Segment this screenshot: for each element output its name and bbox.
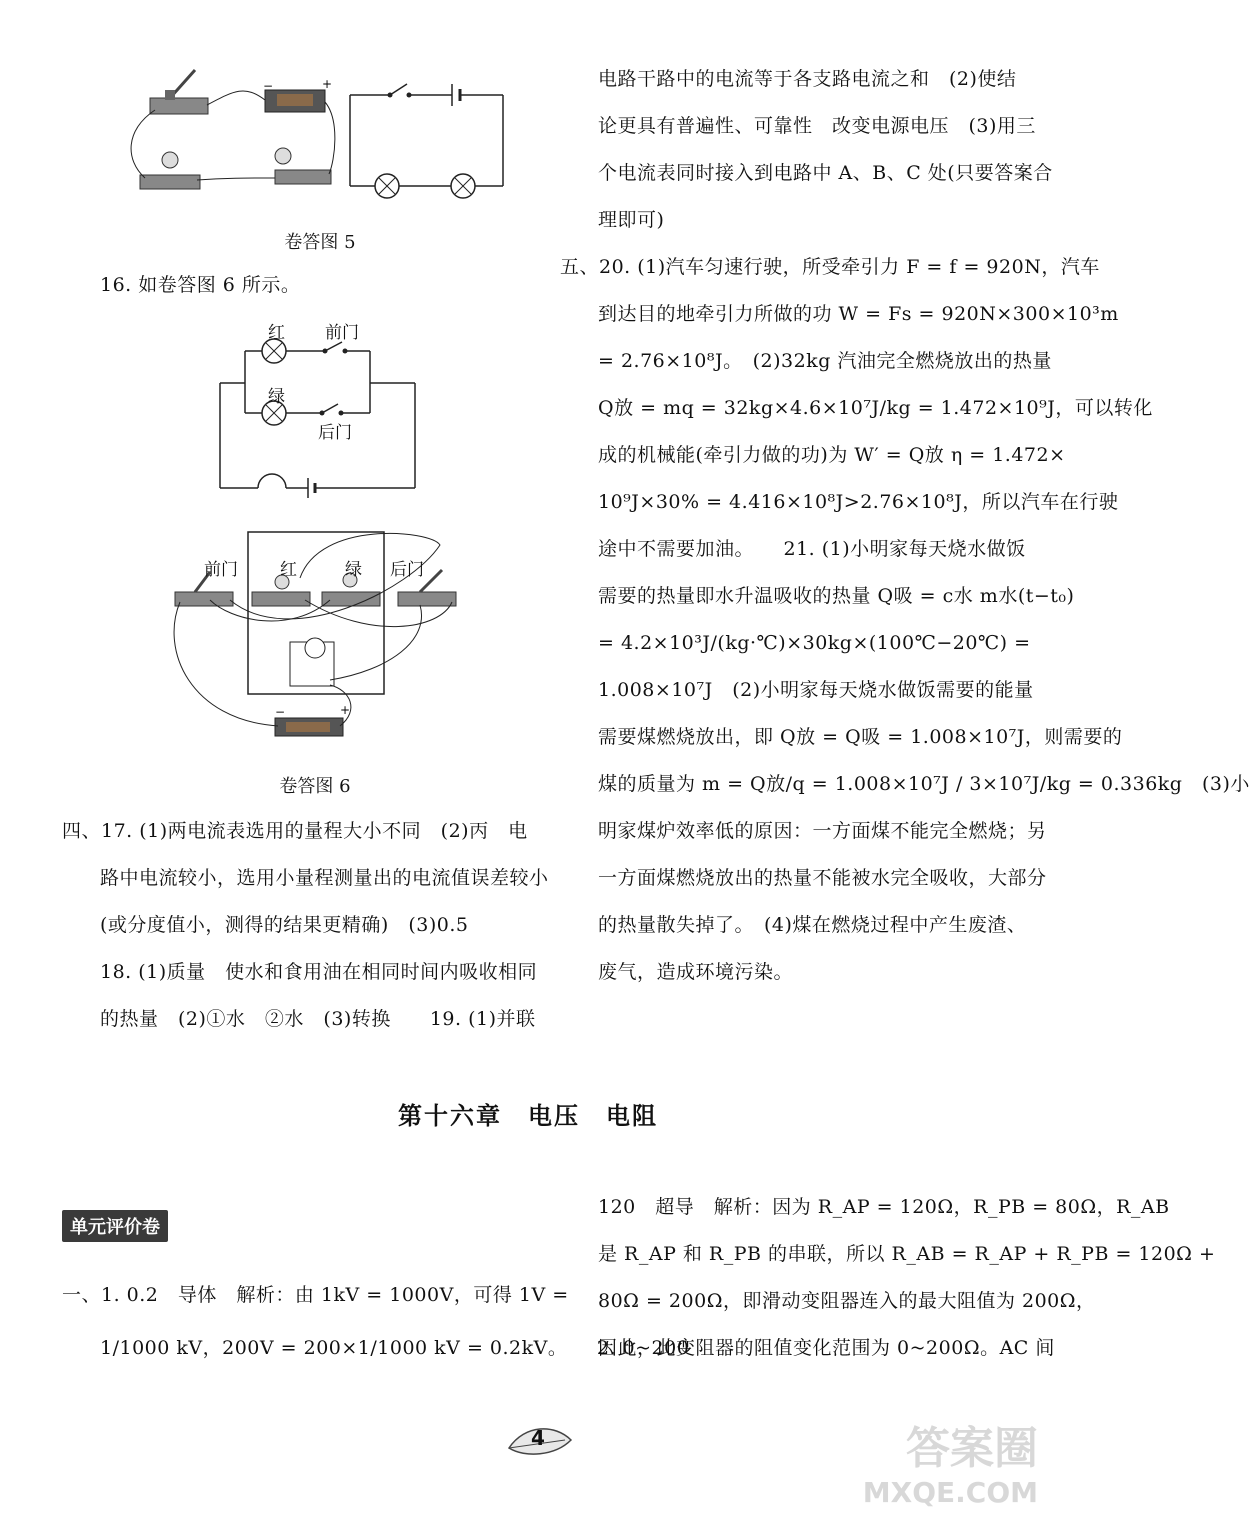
answer-17-line-2: 路中电流较小，选用小量程测量出的电流值误差较小 xyxy=(100,867,549,889)
right-line-2: 论更具有普遍性、可靠性 改变电源电压 (3)用三 xyxy=(598,115,1036,137)
right-line-3: 个电流表同时接入到电路中 A、B、C 处(只要答案合 xyxy=(598,162,1053,184)
physical-label-front-door: 前门 xyxy=(204,560,238,580)
answer-21-line-8: 一方面煤燃烧放出的热量不能被水完全吸收，大部分 xyxy=(598,867,1047,889)
answer-16: 16. 如卷答图 6 所示。 xyxy=(100,274,301,296)
figure-5-diagram xyxy=(125,60,515,200)
chapter-title: 第十六章 电压 电阻 xyxy=(398,1102,658,1130)
answer-21-line-6: 煤的质量为 m = Q放/q = 1.008×10⁷J / 3×10⁷J/kg = 0.336kg (3)小 xyxy=(598,773,1250,795)
page-number-leaf xyxy=(505,1420,575,1460)
label-red: 红 xyxy=(268,323,285,343)
label-back-door: 后门 xyxy=(318,423,352,443)
watermark-line-2: MXQE.COM xyxy=(862,1476,1038,1509)
answer-21-line-1: 途中不需要加油。 21. (1)小明家每天烧水做饭 xyxy=(598,538,1026,560)
watermark xyxy=(848,1412,1038,1522)
figure-6-caption: 卷答图 6 xyxy=(279,776,351,797)
svg-text:−: − xyxy=(275,705,286,719)
answer-17-line-3: (或分度值小，测得的结果更精确) (3)0.5 xyxy=(100,914,469,936)
physical-label-red: 红 xyxy=(280,560,297,580)
section-badge: 单元评价卷 xyxy=(62,1210,168,1242)
svg-text:+: + xyxy=(322,77,333,91)
answer-17-line-1: 四、17. (1)两电流表选用的量程大小不同 (2)丙 电 xyxy=(62,820,528,842)
answer-20-line-6: 10⁹J×30% = 4.416×10⁸J>2.76×10⁸J，所以汽车在行驶 xyxy=(598,491,1119,513)
right-line-4: 理即可) xyxy=(598,209,665,231)
right-line-1: 电路干路中的电流等于各支路电流之和 (2)使结 xyxy=(598,68,1017,90)
physical-label-green: 绿 xyxy=(345,560,362,580)
answer-20-line-1: 五、20. (1)汽车匀速行驶，所受牵引力 F = f = 920N，汽车 xyxy=(560,256,1100,278)
answer-2-line-3: 80Ω = 200Ω，即滑动变阻器连入的最大阻值为 200Ω， xyxy=(598,1290,1096,1312)
answer-21-line-5: 需要煤燃烧放出，即 Q放 = Q吸 = 1.008×10⁷J，则需要的 xyxy=(598,726,1123,748)
answer-2-line-2: 是 R_AP 和 R_PB 的串联，所以 R_AB = R_AP + R_PB = 120Ω + xyxy=(598,1243,1216,1265)
answer-21-line-2: 需要的热量即水升温吸收的热量 Q吸 = c水 m水(t−t₀) xyxy=(598,585,1075,607)
answer-21-line-4: 1.008×10⁷J (2)小明家每天烧水做饭需要的能量 xyxy=(598,679,1034,701)
answer-20-line-2: 到达目的地牵引力所做的功 W = Fs = 920N×300×10³m xyxy=(598,303,1119,325)
answer-1-line-2: 1/1000 kV，200V = 200×1/1000 kV = 0.2kV。 2. 0~200 xyxy=(100,1337,690,1359)
figure-5-caption: 卷答图 5 xyxy=(284,232,356,253)
svg-text:+: + xyxy=(340,703,351,717)
answer-21-line-10: 废气，造成环境污染。 xyxy=(598,961,794,983)
label-front-door: 前门 xyxy=(325,323,359,343)
answer-1-line-1: 一、1. 0.2 导体 解析：由 1kV = 1000V，可得 1V = xyxy=(62,1284,569,1306)
answer-18-line-2: 的热量 (2)①水 ②水 (3)转换 19. (1)并联 xyxy=(100,1008,536,1030)
svg-text:−: − xyxy=(263,79,274,93)
answer-18-line-1: 18. (1)质量 使水和食用油在相同时间内吸收相同 xyxy=(100,961,538,983)
figure-6-schematic xyxy=(210,318,430,498)
answer-20-line-3: = 2.76×10⁸J。 (2)32kg 汽油完全燃烧放出的热量 xyxy=(598,350,1052,372)
physical-label-back-door: 后门 xyxy=(390,560,424,580)
answer-2-line-1: 120 超导 解析：因为 R_AP = 120Ω，R_PB = 80Ω，R_AB xyxy=(598,1196,1170,1218)
answer-21-line-9: 的热量散失掉了。 (4)煤在燃烧过程中产生废渣、 xyxy=(598,914,1027,936)
answer-2-line-4: 因此，此变阻器的阻值变化范围为 0~200Ω。AC 间 xyxy=(598,1337,1055,1359)
answer-20-line-5: 成的机械能(牵引力做的功)为 W′ = Q放 η = 1.472× xyxy=(598,444,1066,466)
answer-21-line-7: 明家煤炉效率低的原因：一方面煤不能完全燃烧；另 xyxy=(598,820,1047,842)
page-number: 4 xyxy=(531,1426,545,1450)
label-green: 绿 xyxy=(268,387,285,407)
answer-20-line-4: Q放 = mq = 32kg×4.6×10⁷J/kg = 1.472×10⁹J，可以转化 xyxy=(598,397,1153,419)
answer-21-line-3: = 4.2×10³J/(kg·℃)×30kg×(100℃−20℃) = xyxy=(598,632,1031,654)
watermark-line-1: 答案圈 xyxy=(906,1423,1038,1474)
